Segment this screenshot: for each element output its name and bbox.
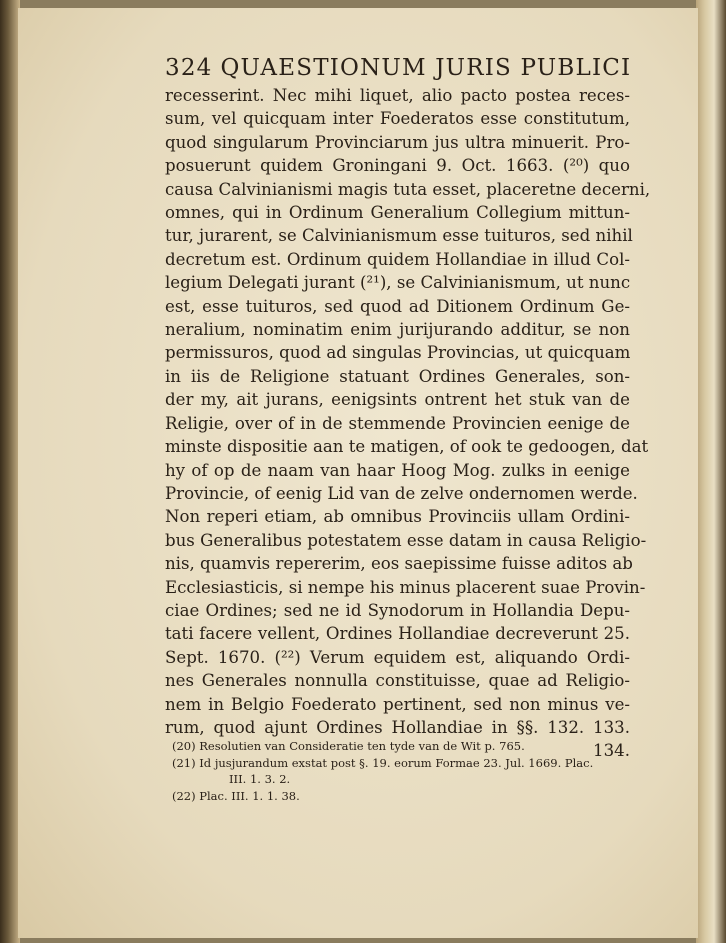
body-line: nem in Belgio Foederato pertinent, sed non minus ve-	[165, 694, 630, 714]
running-title: QUAESTIONUM JURIS PUBLICI	[220, 55, 632, 81]
body-text	[165, 84, 651, 763]
body-line: der my, ait jurans, eenigsints ontrent het stuk van de	[165, 390, 630, 410]
body-line: neralium, nominatim enim jurijurando additur, se non	[165, 320, 630, 340]
body-line: ciae Ordines; sed ne id Synodorum in Hollandia Depu-	[165, 600, 630, 620]
body-line: Ecclesiasticis, si nempe his minus placerent suae Provin-	[165, 577, 646, 597]
body-line: hy of op de naam van haar Hoog Mog. zulks in eenige	[165, 460, 630, 480]
body-line: Sept. 1670. (²²) Verum equidem est, aliquando Ordi-	[165, 647, 630, 667]
body-line: legium Delegati jurant (²¹), se Calvinianismum, ut nunc	[165, 273, 631, 293]
page-number: 324	[165, 55, 213, 81]
catchword: 134.	[593, 741, 630, 761]
body-line: posuerunt quidem Groningani 9. Oct. 1663. (²⁰) quo	[165, 156, 630, 176]
body-line: tur, jurarent, se Calvinianismum esse tuituros, sed nihil	[165, 226, 633, 246]
body-line: quod singularum Provinciarum jus ultra minuerit. Pro-	[165, 132, 630, 152]
footnote-22: (22) Plac. III. 1. 1. 38.	[172, 788, 300, 803]
body-line: causa Calvinianismi magis tuta esset, placeretne decerni,	[165, 179, 651, 199]
body-line: Provincie, of eenig Lid van de zelve ondernomen werde.	[165, 483, 638, 503]
footnote-21-continued: III. 1. 3. 2.	[229, 772, 291, 786]
footnotes	[172, 738, 630, 804]
body-line: bus Generalibus potestatem esse datam in causa Religio-	[165, 530, 647, 550]
running-head	[165, 55, 630, 81]
body-line: rum, quod ajunt Ordines Hollandiae in §§. 132. 133.	[165, 717, 630, 737]
body-line: tati facere vellent, Ordines Hollandiae decreverunt 25.	[165, 624, 630, 644]
body-line: Religie, over of in de stemmende Provincien eenige de	[165, 413, 630, 433]
body-line: nis, quamvis repererim, eos saepissime fuisse aditos ab	[165, 554, 633, 574]
footnote-21: (21) Id jusjurandum exstat post §. 19. eorum Formae 23. Jul. 1669. Plac.	[172, 755, 594, 770]
body-line: recesserint. Nec mihi liquet, alio pacto postea reces-	[165, 86, 630, 105]
body-line: nes Generales nonnulla constituisse, quae ad Religio-	[165, 671, 630, 691]
body-line: in iis de Religione statuant Ordines Generales, son-	[165, 366, 630, 386]
body-line: permissuros, quod ad singulas Provincias, ut quicquam	[165, 343, 631, 363]
body-line: est, esse tuituros, sed quod ad Ditionem Ordinum Ge-	[165, 296, 630, 316]
body-line: minste dispositie aan te matigen, of ook te gedoogen, dat	[165, 437, 649, 457]
body-line: omnes, qui in Ordinum Generalium Collegium mittun-	[165, 203, 630, 223]
body-line: Non reperi etiam, ab omnibus Provinciis ullam Ordini-	[165, 507, 630, 527]
footnote-20: (20) Resolutien van Consideratie ten tyde van de Wit p. 765.	[172, 739, 525, 753]
body-line: sum, vel quicquam inter Foederatos esse constitutum,	[165, 109, 630, 129]
page-stack-edge	[696, 0, 726, 943]
book-binding-edge	[0, 0, 20, 943]
body-line: decretum est. Ordinum quidem Hollandiae in illud Col-	[165, 249, 630, 269]
